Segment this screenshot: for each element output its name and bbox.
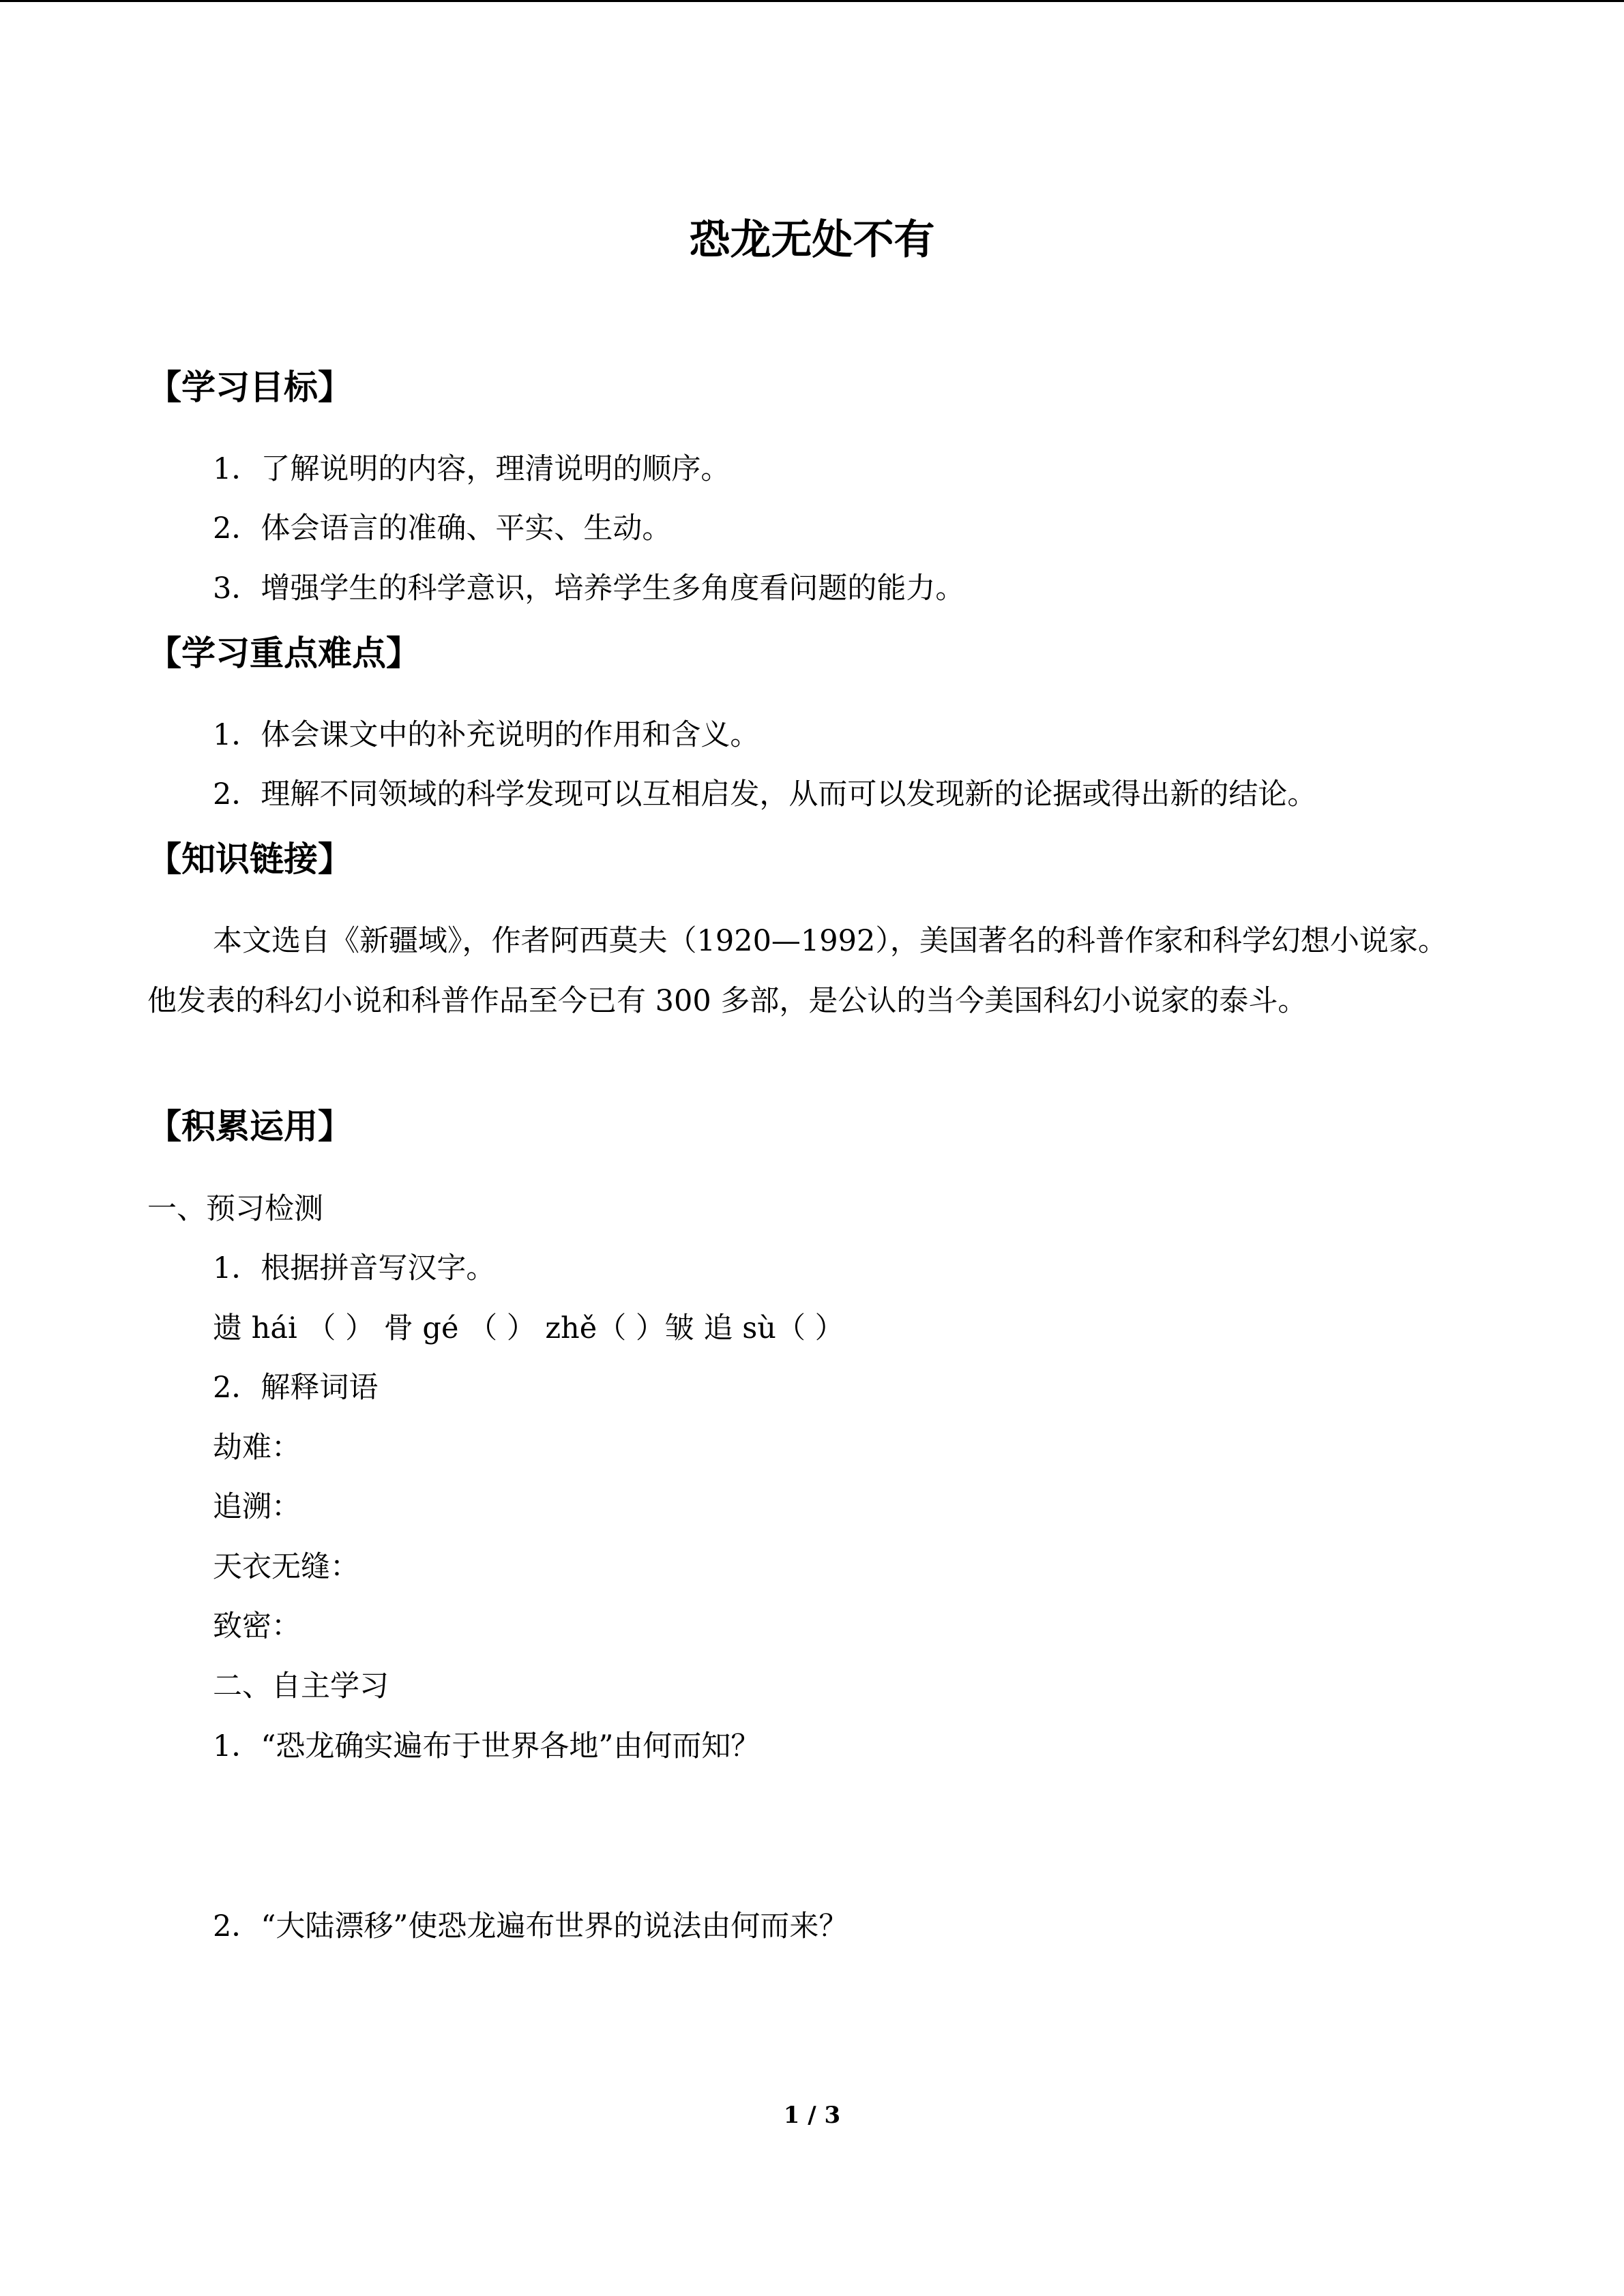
- section-heading-practice: 【积累运用】: [147, 1107, 352, 1146]
- question: 2．解释词语: [213, 1371, 379, 1405]
- question: 2．“大陆漂移”使恐龙遍布世界的说法由何而来？: [213, 1909, 848, 1943]
- part-title: 一、预习检测: [147, 1192, 323, 1226]
- term-item: 劫难：: [213, 1431, 301, 1465]
- term-item: 天衣无缝：: [213, 1550, 359, 1584]
- page-number: 1 / 3: [783, 2102, 841, 2129]
- key-point-item: 1．体会课文中的补充说明的作用和含义。: [213, 718, 760, 752]
- part-title: 二、自主学习: [213, 1669, 389, 1703]
- question: 1．根据拼音写汉字。: [213, 1251, 496, 1285]
- section-heading-knowledge: 【知识链接】: [147, 839, 352, 879]
- top-border: [0, 0, 1624, 2]
- key-point-item: 2．理解不同领域的科学发现可以互相启发，从而可以发现新的论据或得出新的结论。: [213, 777, 1317, 811]
- goal-item: 3．增强学生的科学意识，培养学生多角度看问题的能力。: [213, 571, 965, 606]
- document-title: 恐龙无处不有: [689, 216, 935, 264]
- question: 1．“恐龙确实遍布于世界各地”由何而知？: [213, 1729, 761, 1763]
- goal-item: 2．体会语言的准确、平实、生动。: [213, 511, 672, 546]
- term-item: 致密：: [213, 1609, 301, 1643]
- section-heading-key-points: 【学习重点难点】: [147, 633, 420, 673]
- section-heading-goals: 【学习目标】: [147, 368, 352, 407]
- term-item: 追溯：: [213, 1490, 301, 1524]
- goal-item: 1．了解说明的内容，理清说明的顺序。: [213, 452, 730, 486]
- pinyin-exercise: 遗 hái （ ） 骨 gé （ ） zhě（ ）皱 追 sù（ ）: [213, 1311, 844, 1345]
- knowledge-paragraph: 本文选自《新疆域》，作者阿西莫夫（1920—1992），美国著名的科普作家和科学幻想小说家。他发表的科幻小说和科普作品至今已有 300 多部，是公认的当今美国科幻小说家的泰斗。: [147, 924, 1447, 1018]
